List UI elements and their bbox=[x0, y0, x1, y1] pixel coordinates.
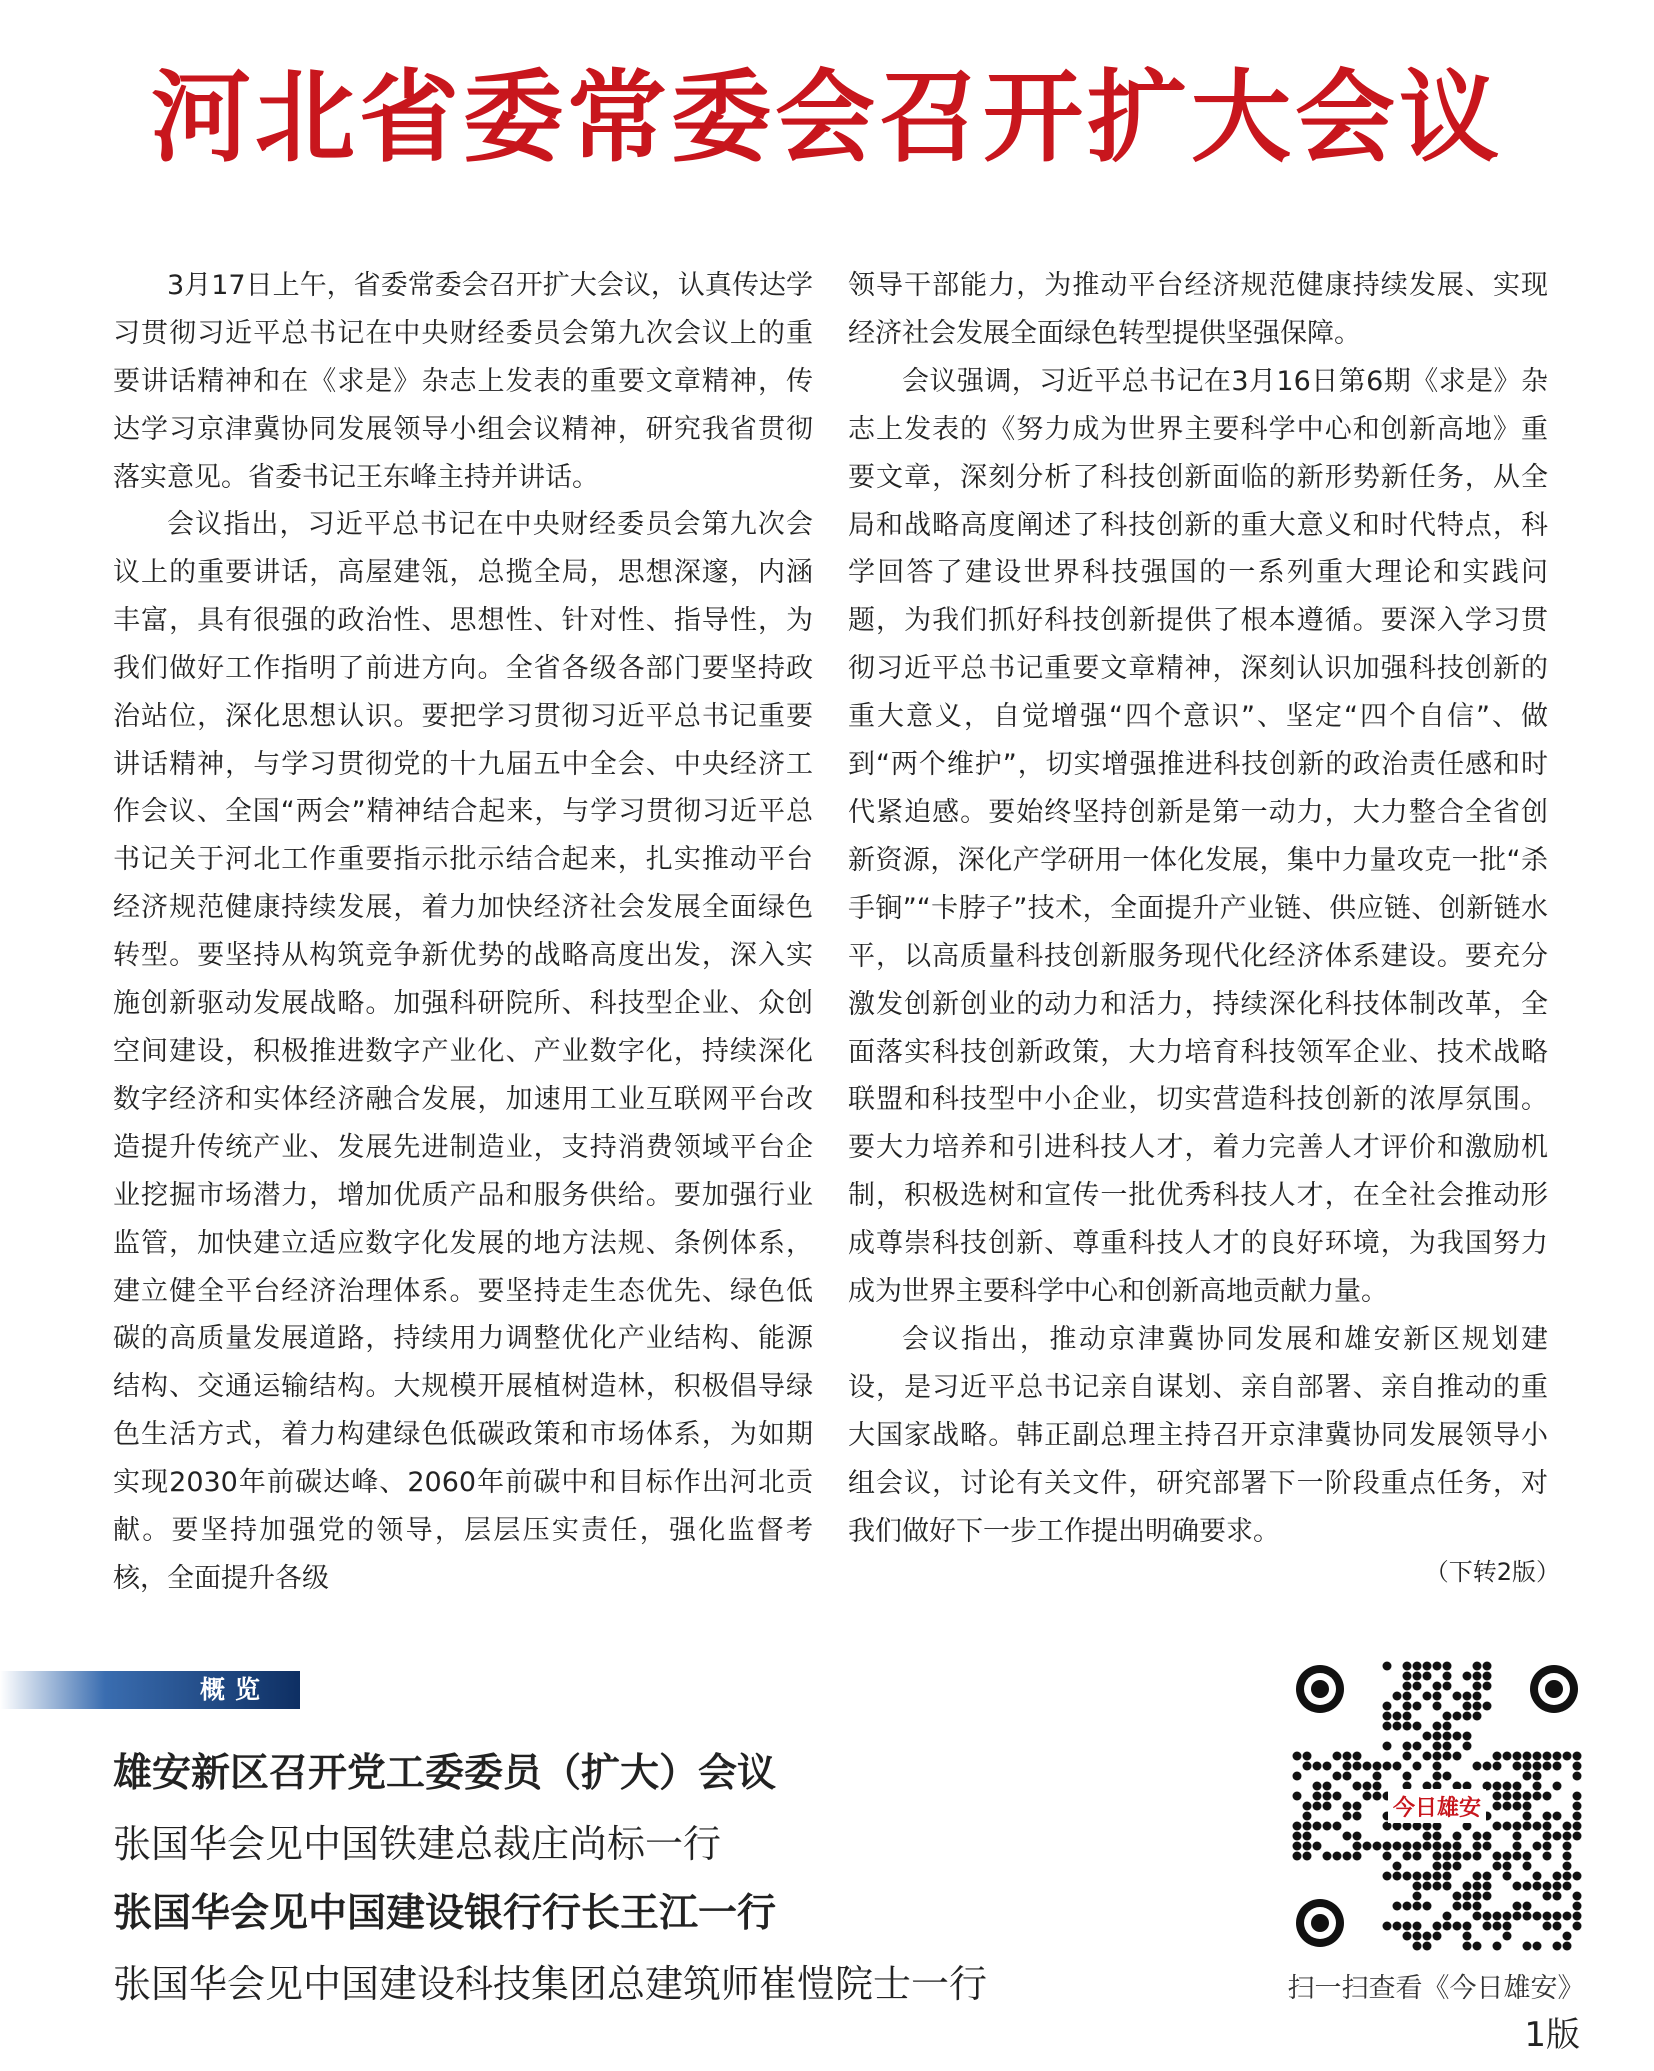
qr-code-icon[interactable] bbox=[1292, 1661, 1582, 1951]
qr-finder-top-left bbox=[1296, 1665, 1344, 1713]
qr-finder-bottom-left bbox=[1296, 1899, 1344, 1947]
paragraph-continuation: 领导干部能力，为推动平台经济规范健康持续发展、实现经济社会发展全面绿色转型提供坚强保障。 bbox=[848, 270, 1548, 349]
paragraph: 3月17日上午，省委常委会召开扩大会议，认真传达学习贯彻习近平总书记在中央财经委员会第九次会议上的重要讲话精神和在《求是》杂志上发表的重要文章精神，传达学习京津冀协同发展领导小组会议精神，研究我省贯彻落实意见。省委书记王东峰主持并讲话。 bbox=[113, 270, 813, 493]
paragraph: 会议强调，习近平总书记在3月16日第6期《求是》杂志上发表的《努力成为世界主要科学中心和创新高地》重要文章，深刻分析了科技创新面临的新形势新任务，从全局和战略高度阐述了科技创新的重大意义和时代特点，科学回答了建设世界科技强国的一系列重大理论和实践问题，为我们抓好科技创新提供了根本遵循。要深入学习贯彻习近平总书记重要文章精神，深刻认识加强科技创新的重大意义，自觉增强“四个意识”、坚定“四个自信”、做到“两个维护”，切实增强推进科技创新的政治责任感和时代紧迫感。要始终坚持创新是第一动力，大力整合全省创新资源，深化产学研用一体化发展，集中力量攻克一批“杀手锏”“卡脖子”技术，全面提升产业链、供应链、创新链水平，以高质量科技创新服务现代化经济体系建设。要充分激发创新创业的动力和活力，持续深化科技体制改革，全面落实科技创新政策，大力培育科技领军企业、技术战略联盟和科技型中小企业，切实营造科技创新的浓厚氛围。要大力培养和引进科技人才，着力完善人才评价和激励机制，积极选树和宣传一批优秀科技人才，在全社会推动形成尊崇科技创新、尊重科技人才的良好环境，为我国努力成为世界主要科学中心和创新高地贡献力量。 bbox=[848, 365, 1548, 1308]
qr-center-logo: 今日雄安 bbox=[1392, 1795, 1482, 1821]
overview-item[interactable]: 张国华会见中国铁建总裁庄尚标一行 bbox=[113, 1822, 722, 1866]
overview-label: 概览 bbox=[200, 1675, 271, 1704]
article-right-column bbox=[848, 262, 1548, 1555]
headline: 河北省委常委会召开扩大会议 bbox=[151, 58, 1503, 176]
qr-finder-top-right bbox=[1530, 1665, 1578, 1713]
paragraph: 会议指出，推动京津冀协同发展和雄安新区规划建设，是习近平总书记亲自谋划、亲自部署、亲自推动的重大国家战略。韩正副总理主持召开京津冀协同发展领导小组会议，讨论有关文件，研究部署下一阶段重点任务，对我们做好下一步工作提出明确要求。 bbox=[848, 1323, 1548, 1547]
qr-caption: 扫一扫查看《今日雄安》 bbox=[1287, 1973, 1585, 2004]
paragraph: 会议指出，习近平总书记在中央财经委员会第九次会议上的重要讲话，高屋建瓴，总揽全局，思想深邃，内涵丰富，具有很强的政治性、思想性、针对性、指导性，为我们做好工作指明了前进方向。全省各级各部门要坚持政治站位，深化思想认识。要把学习贯彻习近平总书记重要讲话精神，与学习贯彻党的十九届五中全会、中央经济工作会议、全国“两会”精神结合起来，与学习贯彻习近平总书记关于河北工作重要指示批示结合起来，扎实推动平台经济规范健康持续发展，着力加快经济社会发展全面绿色转型。要坚持从构筑竞争新优势的战略高度出发，深入实施创新驱动发展战略。加强科研院所、科技型企业、众创空间建设，积极推进数字产业化、产业数字化，持续深化数字经济和实体经济融合发展，加速用工业互联网平台改造提升传统产业、发展先进制造业，支持消费领域平台企业挖掘市场潜力，增加优质产品和服务供给。要加强行业监管，加快建立适应数字化发展的地方法规、条例体系，建立健全平台经济治理体系。要坚持走生态优先、绿色低碳的高质量发展道路，持续用力调整优化产业结构、能源结构、交通运输结构。大规模开展植树造林，积极倡导绿色生活方式，着力构建绿色低碳政策和市场体系，为如期实现2030年前碳达峰、2060年前碳中和目标作出河北贡献。要坚持加强党的领导，层层压实责任，强化监督考核，全面提升各级 bbox=[113, 509, 813, 1594]
article-left-column bbox=[113, 262, 813, 1602]
page-number: 1版 bbox=[1524, 2015, 1580, 2055]
jump-note: （下转2版） bbox=[1424, 1558, 1560, 1586]
overview-item[interactable]: 张国华会见中国建设科技集团总建筑师崔愷院士一行 bbox=[113, 1962, 988, 2006]
overview-item[interactable]: 张国华会见中国建设银行行长王江一行 bbox=[113, 1891, 777, 1936]
overview-item[interactable]: 雄安新区召开党工委委员（扩大）会议 bbox=[113, 1751, 777, 1796]
